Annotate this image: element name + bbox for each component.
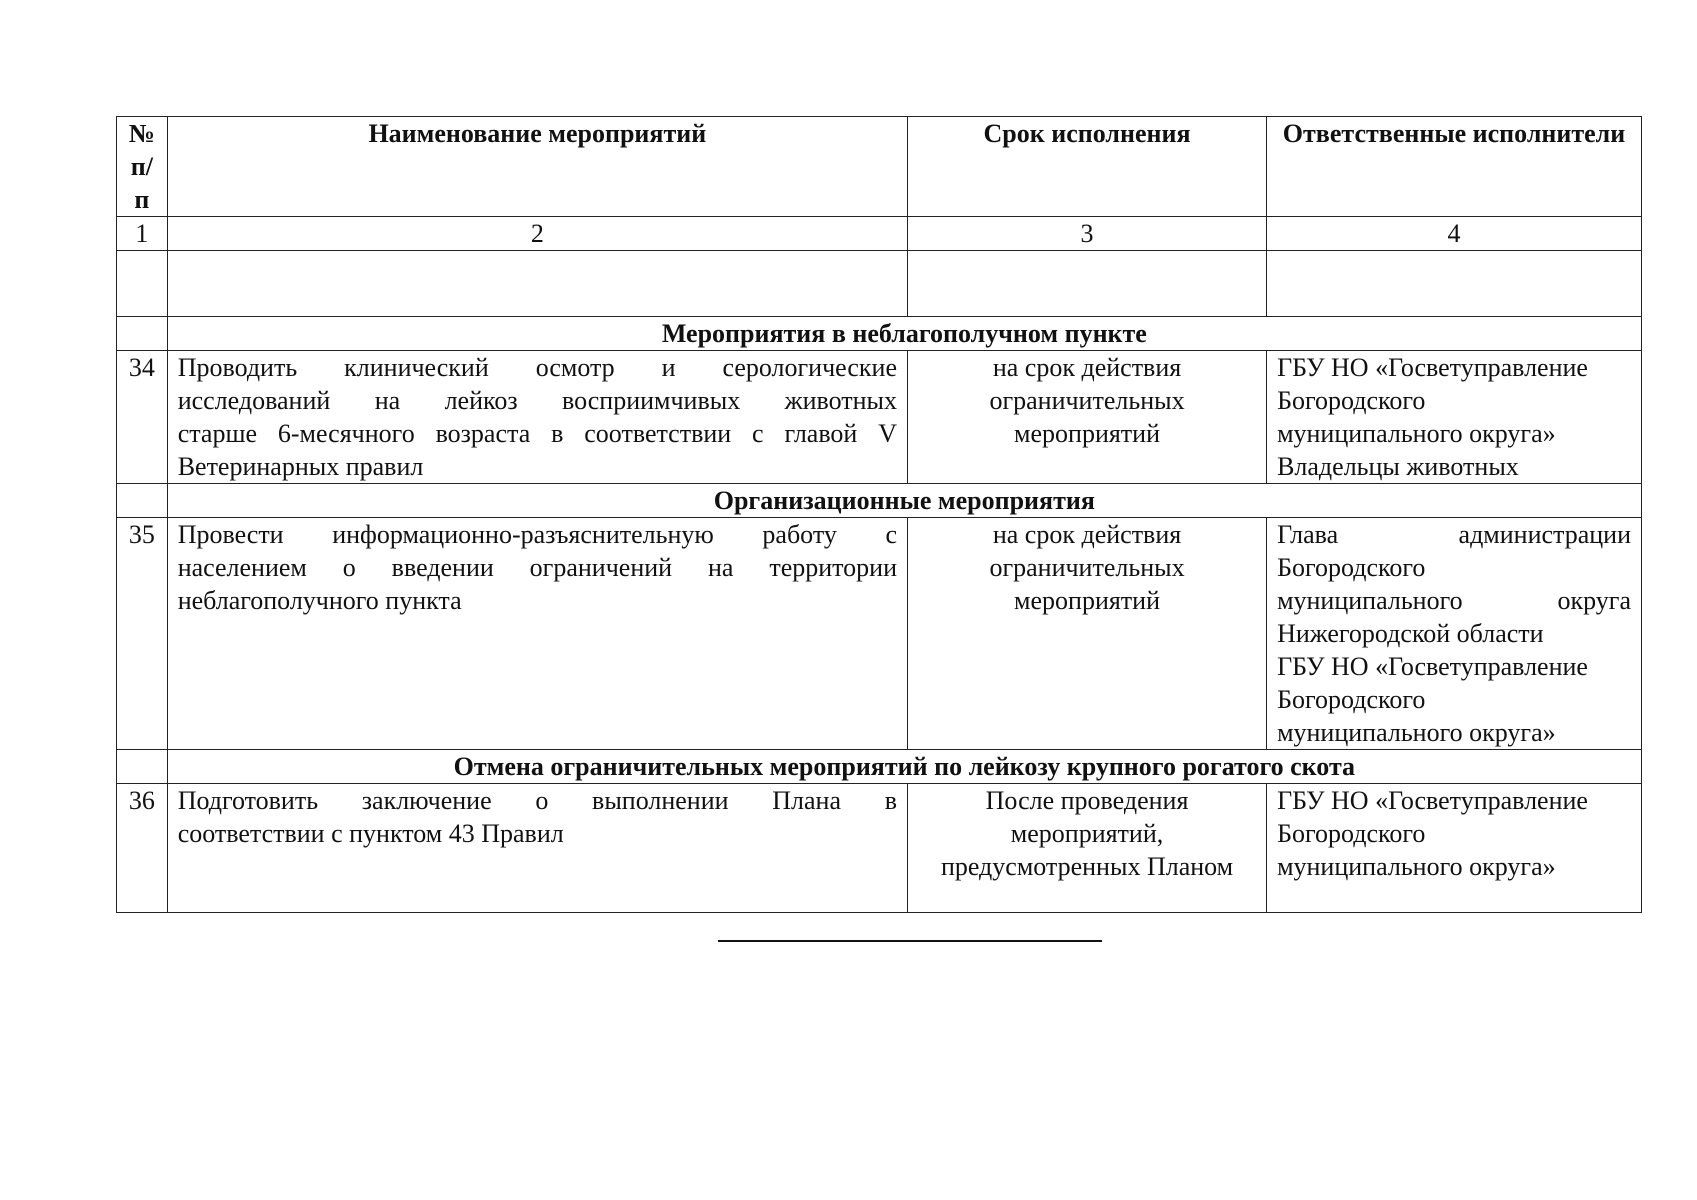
measure-name (167, 518, 907, 750)
colnum-1: 1 (117, 217, 168, 251)
section-row (117, 317, 1642, 351)
measure-line: неблагополучного пункта (177, 586, 462, 615)
measure-line: Провести информационно-разъяснительную работу с (177, 520, 897, 549)
section-empty-cell (117, 750, 168, 784)
resp-line: муниципального округа (1277, 586, 1631, 615)
row-number: 36 (117, 784, 168, 913)
header-term: Срок исполнения (908, 117, 1267, 217)
section-title: Отмена ограничительных мероприятий по лейкозу крупного рогатого скота (167, 750, 1641, 784)
resp-line: Глава администрации (1277, 520, 1631, 549)
resp-line: Богородского (1277, 685, 1426, 714)
empty-cell (1267, 251, 1642, 317)
responsible (1267, 784, 1642, 913)
term-line: ограничительных (989, 386, 1185, 415)
resp-line: Богородского (1277, 386, 1426, 415)
section-row (117, 750, 1642, 784)
header-name: Наименование мероприятий (167, 117, 907, 217)
section-empty-cell (117, 317, 168, 351)
resp-line: муниципального округа» (1277, 419, 1556, 448)
section-empty-cell (117, 484, 168, 518)
measure-name (167, 784, 907, 913)
resp-line: ГБУ НО «Госветуправление (1277, 353, 1588, 382)
responsible (1267, 518, 1642, 750)
row-number: 35 (117, 518, 168, 750)
resp-line: Нижегородской области (1277, 619, 1544, 648)
resp-line: Богородского (1277, 819, 1426, 848)
measure-line: Ветеринарных правил (177, 452, 424, 481)
resp-line: Владельцы животных (1277, 452, 1519, 481)
resp-line: муниципального округа» (1277, 852, 1556, 881)
colnum-4: 4 (1267, 217, 1642, 251)
table-row (117, 518, 1642, 750)
measure-name (167, 351, 907, 484)
resp-line: ГБУ НО «Госветуправление (1277, 786, 1588, 815)
term-line: мероприятий (1014, 419, 1161, 448)
measure-line: соответствии с пунктом 43 Правил (177, 819, 564, 848)
empty-row (117, 251, 1642, 317)
colnum-3: 3 (908, 217, 1267, 251)
measures-table (116, 116, 1642, 913)
term-line: предусмотренных Планом (940, 852, 1234, 881)
term-line: мероприятий (1014, 586, 1161, 615)
column-numbers-row (117, 217, 1642, 251)
term-line: мероприятий, (1010, 819, 1164, 848)
row-number: 34 (117, 351, 168, 484)
term (908, 518, 1267, 750)
measure-line: старше 6-месячного возраста в соответствии с главой V (177, 419, 897, 448)
term (908, 351, 1267, 484)
measure-line: Проводить клинический осмотр и серологические (177, 353, 897, 382)
table-row (117, 351, 1642, 484)
empty-cell (167, 251, 907, 317)
measure-line: населением о введении ограничений на территории (177, 553, 897, 582)
responsible (1267, 351, 1642, 484)
resp-line: муниципального округа» (1277, 718, 1556, 747)
header-resp: Ответственные исполнители (1267, 117, 1642, 217)
term-line: на срок действия (992, 520, 1182, 549)
header-num: № п/п (117, 117, 168, 217)
measure-line: Подготовить заключение о выполнении Плана в (177, 786, 897, 815)
term-line: ограничительных (989, 553, 1185, 582)
term-line: на срок действия (992, 353, 1182, 382)
section-title: Организационные мероприятия (167, 484, 1641, 518)
closing-rule-divider (718, 940, 1102, 942)
term-line: После проведения (985, 786, 1189, 815)
section-title: Мероприятия в неблагополучном пункте (167, 317, 1641, 351)
empty-cell (117, 251, 168, 317)
term (908, 784, 1267, 913)
resp-line: Богородского (1277, 553, 1426, 582)
empty-cell (908, 251, 1267, 317)
section-row (117, 484, 1642, 518)
table-header-row (117, 117, 1642, 217)
colnum-2: 2 (167, 217, 907, 251)
measure-line: исследований на лейкоз восприимчивых животных (177, 386, 897, 415)
resp-line: ГБУ НО «Госветуправление (1277, 652, 1588, 681)
table-row (117, 784, 1642, 913)
